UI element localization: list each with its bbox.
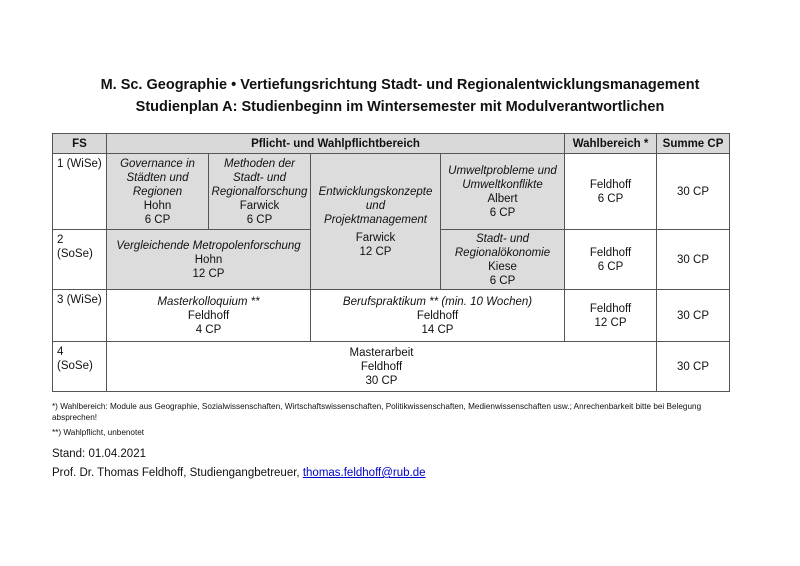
module-person: Kiese [488,260,517,273]
module-cp: 6 CP [489,274,516,287]
title-line-2: Studienplan A: Studienbeginn im Wintersemester mit Modulverantwortlichen [135,99,665,115]
module-title: Methoden der Stadt- und Regionalforschung [211,157,308,198]
table-header-row [53,134,730,154]
table-row [53,290,730,342]
module-person: Albert [487,192,518,205]
fs-cell: 2 (SoSe) [53,230,107,290]
contact-line [52,467,426,479]
module-title: Governance in Städten und Regionen [120,157,195,198]
module-metropolen [107,230,311,290]
module-kolloquium [107,290,311,342]
summe-cell: 30 CP [657,154,730,230]
module-title: Masterarbeit [349,346,414,359]
module-title: Entwicklungskonzepte und Projektmanagement [318,185,433,226]
module-person: Feldhoff [416,309,459,322]
header-fs: FS [53,134,107,154]
email-link[interactable]: thomas.feldhoff@rub.de [302,467,426,479]
summe-cell: 30 CP [657,230,730,290]
wahl-cp: 6 CP [597,260,624,273]
wahl-person: Feldhoff [589,246,632,259]
module-cp: 6 CP [144,213,171,226]
module-governance [107,154,209,230]
summe-cell: 30 CP [657,290,730,342]
wahlbereich-cell [565,290,657,342]
study-plan-table [52,133,730,392]
module-umwelt [441,154,565,230]
module-oekonomie [441,230,565,290]
module-person: Hohn [194,253,223,266]
stand-date: Stand: 01.04.2021 [52,448,146,460]
wahlbereich-cell [565,154,657,230]
module-masterarbeit [107,342,657,392]
module-cp: 30 CP [365,374,398,387]
module-person: Hohn [143,199,172,212]
module-cp: 14 CP [421,323,454,336]
module-cp: 6 CP [489,206,516,219]
footnote-wahlbereich: *) Wahlbereich: Module aus Geographie, Sozialwissenschaften, Wirtschaftswissenschaften, Politikwissenschaften, Medienwissenschaften usw.; Anrechenbarkeit bitte bei Belegung absprechen! [52,402,702,422]
fs-cell: 3 (WiSe) [53,290,107,342]
module-cp: 12 CP [192,267,225,280]
header-pflicht: Pflicht- und Wahlpflichtbereich [107,134,565,154]
wahl-cp: 12 CP [594,316,627,329]
fs-cell: 4 (SoSe) [53,342,107,392]
module-cp: 6 CP [246,213,273,226]
fs-cell: 1 (WiSe) [53,154,107,230]
module-cp: 12 CP [359,245,392,258]
module-cp: 4 CP [195,323,222,336]
module-person: Farwick [355,231,396,244]
contact-name: Prof. Dr. Thomas Feldhoff, Studiengangbetreuer, [52,467,300,479]
module-praktikum [311,290,565,342]
wahl-person: Feldhoff [589,178,632,191]
footnote-wahlpflicht: **) Wahlpflicht, unbenotet [52,428,145,437]
module-person: Feldhoff [360,360,403,373]
table-row [53,154,730,230]
module-title: Umweltprobleme und Umweltkonflikte [448,164,557,191]
title-line-1: M. Sc. Geographie • Vertiefungsrichtung Stadt- und Regionalentwicklungsmanagement [100,77,700,93]
wahl-person: Feldhoff [589,302,632,315]
table-row [53,342,730,392]
header-wahlbereich: Wahlbereich * [565,134,657,154]
header-summe: Summe CP [657,134,730,154]
footnotes [52,402,742,444]
module-entwicklungskonzepte [311,154,441,290]
document-title [0,74,800,118]
module-person: Feldhoff [187,309,230,322]
module-methoden [209,154,311,230]
module-person: Farwick [239,199,280,212]
wahlbereich-cell [565,230,657,290]
module-title: Vergleichende Metropolenforschung [116,239,301,252]
module-title: Masterkolloquium ** [157,295,260,308]
module-title: Stadt- und Regionalökonomie [454,232,551,259]
wahl-cp: 6 CP [597,192,624,205]
summe-cell: 30 CP [657,342,730,392]
module-title: Berufspraktikum ** (min. 10 Wochen) [342,295,533,308]
